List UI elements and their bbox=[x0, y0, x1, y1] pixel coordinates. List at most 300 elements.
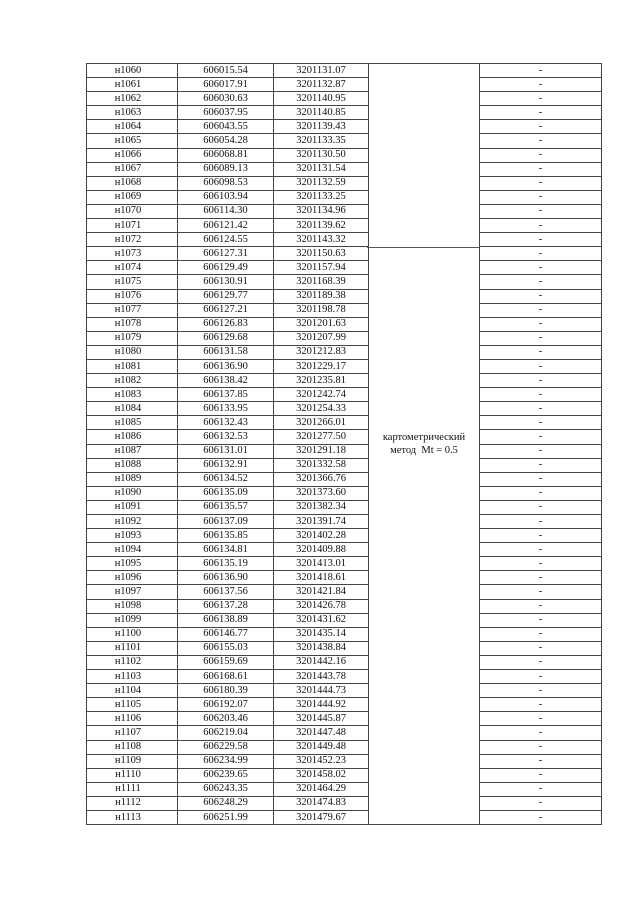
x-coordinate-text: 606131.01 bbox=[203, 445, 248, 457]
x-coordinate-cell bbox=[178, 402, 274, 416]
description-cell bbox=[480, 261, 602, 275]
x-coordinate-cell bbox=[178, 345, 274, 359]
x-coordinate-cell bbox=[178, 627, 274, 641]
point-name-cell bbox=[87, 374, 178, 388]
description-text: - bbox=[538, 614, 543, 626]
description-text: - bbox=[538, 205, 543, 217]
x-coordinate-text: 606133.95 bbox=[203, 402, 248, 414]
x-coordinate-cell bbox=[178, 247, 274, 261]
table-row bbox=[87, 486, 602, 500]
description-cell bbox=[480, 557, 602, 571]
point-name-cell bbox=[87, 712, 178, 726]
x-coordinate-cell bbox=[178, 768, 274, 782]
description-cell bbox=[480, 247, 602, 261]
x-coordinate-cell bbox=[178, 782, 274, 796]
description-text: - bbox=[538, 191, 543, 203]
y-coordinate-cell bbox=[274, 599, 369, 613]
description-text: - bbox=[538, 712, 543, 724]
point-name-text: н1097 bbox=[114, 586, 142, 598]
y-coordinate-cell bbox=[274, 444, 369, 458]
y-coordinate-cell bbox=[274, 571, 369, 585]
y-coordinate-cell bbox=[274, 219, 369, 233]
description-cell bbox=[480, 120, 602, 134]
point-name-cell bbox=[87, 303, 178, 317]
point-name-text: н1065 bbox=[114, 135, 142, 147]
table-row bbox=[87, 289, 602, 303]
description-cell bbox=[480, 402, 602, 416]
description-cell bbox=[480, 289, 602, 303]
y-coordinate-cell bbox=[274, 515, 369, 529]
table-row bbox=[87, 247, 602, 261]
table-row bbox=[87, 402, 602, 416]
y-coordinate-cell bbox=[274, 430, 369, 444]
y-coordinate-cell bbox=[274, 613, 369, 627]
y-coordinate-text: 3201332.58 bbox=[296, 459, 346, 471]
x-coordinate-cell bbox=[178, 712, 274, 726]
point-name-cell bbox=[87, 64, 178, 78]
table-row bbox=[87, 796, 602, 810]
point-name-text: н1083 bbox=[114, 388, 142, 400]
y-coordinate-text: 3201418.61 bbox=[296, 571, 346, 583]
x-coordinate-cell bbox=[178, 599, 274, 613]
x-coordinate-text: 606043.55 bbox=[203, 120, 248, 132]
description-cell bbox=[480, 698, 602, 712]
y-coordinate-text: 3201131.54 bbox=[296, 163, 346, 175]
description-text: - bbox=[538, 64, 543, 76]
point-name-text: н1077 bbox=[114, 304, 142, 316]
table-row bbox=[87, 162, 602, 176]
y-coordinate-cell bbox=[274, 289, 369, 303]
y-coordinate-cell bbox=[274, 317, 369, 331]
description-text: - bbox=[538, 416, 543, 428]
y-coordinate-text: 3201139.43 bbox=[296, 120, 346, 132]
y-coordinate-text: 3201431.62 bbox=[296, 614, 346, 626]
method-accuracy-label: метод Mt = 0.5 bbox=[390, 445, 458, 457]
point-name-cell bbox=[87, 486, 178, 500]
description-cell bbox=[480, 204, 602, 218]
description-text: - bbox=[538, 698, 543, 710]
description-text: - bbox=[538, 741, 543, 753]
point-name-text: н1069 bbox=[114, 191, 142, 203]
table-row bbox=[87, 515, 602, 529]
x-coordinate-cell bbox=[178, 472, 274, 486]
description-text: - bbox=[538, 586, 543, 598]
x-coordinate-cell bbox=[178, 78, 274, 92]
point-name-cell bbox=[87, 472, 178, 486]
x-coordinate-cell bbox=[178, 219, 274, 233]
x-coordinate-cell bbox=[178, 92, 274, 106]
point-name-text: н1108 bbox=[114, 741, 142, 753]
description-cell bbox=[480, 148, 602, 162]
table-row bbox=[87, 430, 602, 444]
x-coordinate-text: 606017.91 bbox=[203, 78, 248, 90]
x-coordinate-cell bbox=[178, 571, 274, 585]
x-coordinate-text: 606134.52 bbox=[203, 473, 248, 485]
description-cell bbox=[480, 416, 602, 430]
y-coordinate-cell bbox=[274, 345, 369, 359]
point-name-cell bbox=[87, 627, 178, 641]
point-name-cell bbox=[87, 726, 178, 740]
x-coordinate-cell bbox=[178, 64, 274, 78]
point-name-text: н1098 bbox=[114, 600, 142, 612]
y-coordinate-text: 3201140.95 bbox=[296, 92, 346, 104]
x-coordinate-text: 606137.56 bbox=[203, 586, 248, 598]
x-coordinate-text: 606068.81 bbox=[203, 149, 248, 161]
point-name-text: н1107 bbox=[114, 726, 142, 738]
y-coordinate-text: 3201444.92 bbox=[296, 698, 346, 710]
table-row bbox=[87, 444, 602, 458]
x-coordinate-cell bbox=[178, 515, 274, 529]
y-coordinate-cell bbox=[274, 261, 369, 275]
x-coordinate-cell bbox=[178, 698, 274, 712]
x-coordinate-text: 606192.07 bbox=[203, 698, 248, 710]
point-name-cell bbox=[87, 430, 178, 444]
description-text: - bbox=[538, 106, 543, 118]
y-coordinate-cell bbox=[274, 486, 369, 500]
description-text: - bbox=[538, 374, 543, 386]
table-row bbox=[87, 571, 602, 585]
table-row bbox=[87, 416, 602, 430]
x-coordinate-text: 606126.83 bbox=[203, 318, 248, 330]
y-coordinate-cell bbox=[274, 627, 369, 641]
description-cell bbox=[480, 655, 602, 669]
x-coordinate-cell bbox=[178, 726, 274, 740]
description-text: - bbox=[538, 290, 543, 302]
point-name-cell bbox=[87, 641, 178, 655]
x-coordinate-cell bbox=[178, 134, 274, 148]
point-name-cell bbox=[87, 500, 178, 514]
description-text: - bbox=[538, 543, 543, 555]
table-row bbox=[87, 303, 602, 317]
description-text: - bbox=[538, 473, 543, 485]
y-coordinate-text: 3201291.18 bbox=[296, 445, 346, 457]
point-name-text: н1096 bbox=[114, 571, 142, 583]
x-coordinate-text: 606138.89 bbox=[203, 614, 248, 626]
description-text: - bbox=[538, 726, 543, 738]
x-coordinate-text: 606130.91 bbox=[203, 275, 248, 287]
point-name-cell bbox=[87, 655, 178, 669]
table-row bbox=[87, 529, 602, 543]
table-row bbox=[87, 472, 602, 486]
y-coordinate-cell bbox=[274, 712, 369, 726]
description-cell bbox=[480, 275, 602, 289]
y-coordinate-cell bbox=[274, 374, 369, 388]
point-name-text: н1061 bbox=[114, 78, 142, 90]
coordinates-table-body bbox=[87, 64, 602, 825]
y-coordinate-cell bbox=[274, 64, 369, 78]
point-name-cell bbox=[87, 204, 178, 218]
description-cell bbox=[480, 331, 602, 345]
y-coordinate-cell bbox=[274, 92, 369, 106]
x-coordinate-text: 606114.30 bbox=[203, 205, 248, 217]
point-name-cell bbox=[87, 754, 178, 768]
table-row bbox=[87, 543, 602, 557]
description-cell bbox=[480, 190, 602, 204]
x-coordinate-text: 606136.90 bbox=[203, 571, 248, 583]
y-coordinate-text: 3201254.33 bbox=[296, 402, 346, 414]
y-coordinate-cell bbox=[274, 275, 369, 289]
description-cell bbox=[480, 726, 602, 740]
x-coordinate-text: 606203.46 bbox=[203, 712, 248, 724]
description-text: - bbox=[538, 501, 543, 513]
point-name-text: н1067 bbox=[114, 163, 142, 175]
table-row bbox=[87, 613, 602, 627]
table-row bbox=[87, 500, 602, 514]
x-coordinate-cell bbox=[178, 176, 274, 190]
description-text: - bbox=[538, 92, 543, 104]
y-coordinate-text: 3201458.02 bbox=[296, 769, 346, 781]
y-coordinate-cell bbox=[274, 740, 369, 754]
x-coordinate-cell bbox=[178, 204, 274, 218]
table-row bbox=[87, 78, 602, 92]
x-coordinate-text: 606243.35 bbox=[203, 783, 248, 795]
point-name-text: н1079 bbox=[114, 332, 142, 344]
x-coordinate-text: 606098.53 bbox=[203, 177, 248, 189]
point-name-text: н1111 bbox=[115, 783, 141, 795]
x-coordinate-cell bbox=[178, 106, 274, 120]
point-name-cell bbox=[87, 190, 178, 204]
x-coordinate-text: 606137.85 bbox=[203, 388, 248, 400]
point-name-cell bbox=[87, 768, 178, 782]
y-coordinate-text: 3201438.84 bbox=[296, 642, 346, 654]
table-row bbox=[87, 345, 602, 359]
x-coordinate-text: 606015.54 bbox=[203, 64, 248, 76]
x-coordinate-cell bbox=[178, 162, 274, 176]
description-text: - bbox=[538, 219, 543, 231]
description-cell bbox=[480, 106, 602, 120]
y-coordinate-text: 3201133.25 bbox=[296, 191, 346, 203]
x-coordinate-text: 606134.81 bbox=[203, 543, 248, 555]
y-coordinate-cell bbox=[274, 585, 369, 599]
y-coordinate-text: 3201366.76 bbox=[296, 473, 346, 485]
y-coordinate-text: 3201212.83 bbox=[296, 346, 346, 358]
description-cell bbox=[480, 684, 602, 698]
point-name-cell bbox=[87, 796, 178, 810]
point-name-text: н1093 bbox=[114, 529, 142, 541]
x-coordinate-text: 606234.99 bbox=[203, 755, 248, 767]
y-coordinate-cell bbox=[274, 162, 369, 176]
table-row bbox=[87, 698, 602, 712]
x-coordinate-text: 606132.53 bbox=[203, 430, 248, 442]
description-cell bbox=[480, 782, 602, 796]
description-cell bbox=[480, 388, 602, 402]
point-name-text: н1105 bbox=[114, 698, 142, 710]
table-row bbox=[87, 219, 602, 233]
description-text: - bbox=[538, 459, 543, 471]
point-name-text: н1086 bbox=[114, 430, 142, 442]
point-name-cell bbox=[87, 684, 178, 698]
point-name-text: н1080 bbox=[114, 346, 142, 358]
table-row bbox=[87, 585, 602, 599]
point-name-cell bbox=[87, 317, 178, 331]
point-name-cell bbox=[87, 345, 178, 359]
y-coordinate-cell bbox=[274, 754, 369, 768]
description-text: - bbox=[538, 247, 543, 259]
y-coordinate-text: 3201140.85 bbox=[296, 106, 346, 118]
table-row bbox=[87, 374, 602, 388]
table-row bbox=[87, 599, 602, 613]
y-coordinate-text: 3201139.62 bbox=[296, 219, 346, 231]
point-name-cell bbox=[87, 543, 178, 557]
description-cell bbox=[480, 134, 602, 148]
point-name-cell bbox=[87, 247, 178, 261]
point-name-cell bbox=[87, 176, 178, 190]
y-coordinate-cell bbox=[274, 782, 369, 796]
description-text: - bbox=[538, 135, 543, 147]
y-coordinate-text: 3201409.88 bbox=[296, 543, 346, 555]
x-coordinate-cell bbox=[178, 120, 274, 134]
description-cell bbox=[480, 740, 602, 754]
y-coordinate-text: 3201452.23 bbox=[296, 755, 346, 767]
y-coordinate-cell bbox=[274, 670, 369, 684]
point-name-text: н1087 bbox=[114, 445, 142, 457]
y-coordinate-cell bbox=[274, 176, 369, 190]
y-coordinate-cell bbox=[274, 331, 369, 345]
table-row bbox=[87, 684, 602, 698]
description-text: - bbox=[538, 769, 543, 781]
description-cell bbox=[480, 233, 602, 247]
x-coordinate-cell bbox=[178, 796, 274, 810]
y-coordinate-text: 3201382.34 bbox=[296, 501, 346, 513]
point-name-text: н1078 bbox=[114, 318, 142, 330]
y-coordinate-text: 3201373.60 bbox=[296, 487, 346, 499]
description-text: - bbox=[538, 332, 543, 344]
coordinates-table bbox=[86, 63, 602, 825]
y-coordinate-cell bbox=[274, 402, 369, 416]
description-cell bbox=[480, 317, 602, 331]
description-cell bbox=[480, 472, 602, 486]
x-coordinate-cell bbox=[178, 543, 274, 557]
description-cell bbox=[480, 670, 602, 684]
table-row bbox=[87, 388, 602, 402]
point-name-cell bbox=[87, 585, 178, 599]
point-name-cell bbox=[87, 782, 178, 796]
description-text: - bbox=[538, 261, 543, 273]
table-row bbox=[87, 64, 602, 78]
point-name-text: н1068 bbox=[114, 177, 142, 189]
description-text: - bbox=[538, 388, 543, 400]
description-cell bbox=[480, 599, 602, 613]
point-name-cell bbox=[87, 571, 178, 585]
table-row bbox=[87, 810, 602, 824]
description-cell bbox=[480, 458, 602, 472]
y-coordinate-text: 3201134.96 bbox=[296, 205, 346, 217]
table-row bbox=[87, 233, 602, 247]
table-row bbox=[87, 176, 602, 190]
y-coordinate-text: 3201150.63 bbox=[296, 247, 346, 259]
description-cell bbox=[480, 303, 602, 317]
description-cell bbox=[480, 359, 602, 373]
y-coordinate-text: 3201426.78 bbox=[296, 600, 346, 612]
divider-line bbox=[367, 247, 479, 248]
x-coordinate-text: 606135.85 bbox=[203, 529, 248, 541]
x-coordinate-text: 606132.91 bbox=[203, 459, 248, 471]
point-name-text: н1081 bbox=[114, 360, 142, 372]
y-coordinate-cell bbox=[274, 472, 369, 486]
point-name-cell bbox=[87, 78, 178, 92]
x-coordinate-text: 606129.68 bbox=[203, 332, 248, 344]
x-coordinate-text: 606137.28 bbox=[203, 600, 248, 612]
table-row bbox=[87, 740, 602, 754]
point-name-cell bbox=[87, 613, 178, 627]
y-coordinate-cell bbox=[274, 190, 369, 204]
point-name-text: н1100 bbox=[114, 628, 142, 640]
description-cell bbox=[480, 641, 602, 655]
y-coordinate-text: 3201413.01 bbox=[296, 557, 346, 569]
x-coordinate-cell bbox=[178, 684, 274, 698]
method-label: картометрический bbox=[382, 432, 466, 444]
y-coordinate-cell bbox=[274, 78, 369, 92]
point-name-text: н1082 bbox=[114, 374, 142, 386]
y-coordinate-cell bbox=[274, 416, 369, 430]
x-coordinate-text: 606124.55 bbox=[203, 233, 248, 245]
y-coordinate-text: 3201132.87 bbox=[296, 78, 346, 90]
table-row bbox=[87, 92, 602, 106]
x-coordinate-text: 606229.58 bbox=[203, 741, 248, 753]
point-name-cell bbox=[87, 698, 178, 712]
description-cell bbox=[480, 810, 602, 824]
description-cell bbox=[480, 613, 602, 627]
x-coordinate-cell bbox=[178, 430, 274, 444]
description-cell bbox=[480, 64, 602, 78]
x-coordinate-text: 606159.69 bbox=[203, 656, 248, 668]
description-text: - bbox=[538, 797, 543, 809]
point-name-text: н1073 bbox=[114, 247, 142, 259]
point-name-cell bbox=[87, 515, 178, 529]
y-coordinate-cell bbox=[274, 359, 369, 373]
description-text: - bbox=[538, 318, 543, 330]
y-coordinate-text: 3201266.01 bbox=[296, 416, 346, 428]
point-name-text: н1088 bbox=[114, 459, 142, 471]
x-coordinate-cell bbox=[178, 289, 274, 303]
description-cell bbox=[480, 585, 602, 599]
y-coordinate-text: 3201402.28 bbox=[296, 529, 346, 541]
table-row bbox=[87, 782, 602, 796]
y-coordinate-cell bbox=[274, 557, 369, 571]
table-row bbox=[87, 190, 602, 204]
description-cell bbox=[480, 92, 602, 106]
y-coordinate-text: 3201201.63 bbox=[296, 318, 346, 330]
description-cell bbox=[480, 345, 602, 359]
y-coordinate-cell bbox=[274, 641, 369, 655]
point-name-text: н1094 bbox=[114, 543, 142, 555]
x-coordinate-cell bbox=[178, 275, 274, 289]
y-coordinate-text: 3201168.39 bbox=[296, 275, 346, 287]
point-name-cell bbox=[87, 275, 178, 289]
y-coordinate-cell bbox=[274, 684, 369, 698]
point-name-text: н1076 bbox=[114, 290, 142, 302]
description-text: - bbox=[538, 783, 543, 795]
description-text: - bbox=[538, 811, 543, 823]
point-name-cell bbox=[87, 458, 178, 472]
x-coordinate-text: 606037.95 bbox=[203, 106, 248, 118]
description-text: - bbox=[538, 755, 543, 767]
x-coordinate-text: 606131.58 bbox=[203, 346, 248, 358]
point-name-text: н1072 bbox=[114, 233, 142, 245]
point-name-cell bbox=[87, 740, 178, 754]
point-name-cell bbox=[87, 120, 178, 134]
x-coordinate-cell bbox=[178, 416, 274, 430]
point-name-cell bbox=[87, 402, 178, 416]
point-name-text: н1085 bbox=[114, 416, 142, 428]
x-coordinate-text: 606180.39 bbox=[203, 684, 248, 696]
y-coordinate-cell bbox=[274, 698, 369, 712]
point-name-text: н1113 bbox=[115, 811, 141, 823]
description-cell bbox=[480, 219, 602, 233]
point-name-cell bbox=[87, 670, 178, 684]
point-name-text: н1103 bbox=[114, 670, 142, 682]
y-coordinate-text: 3201143.32 bbox=[296, 233, 346, 245]
